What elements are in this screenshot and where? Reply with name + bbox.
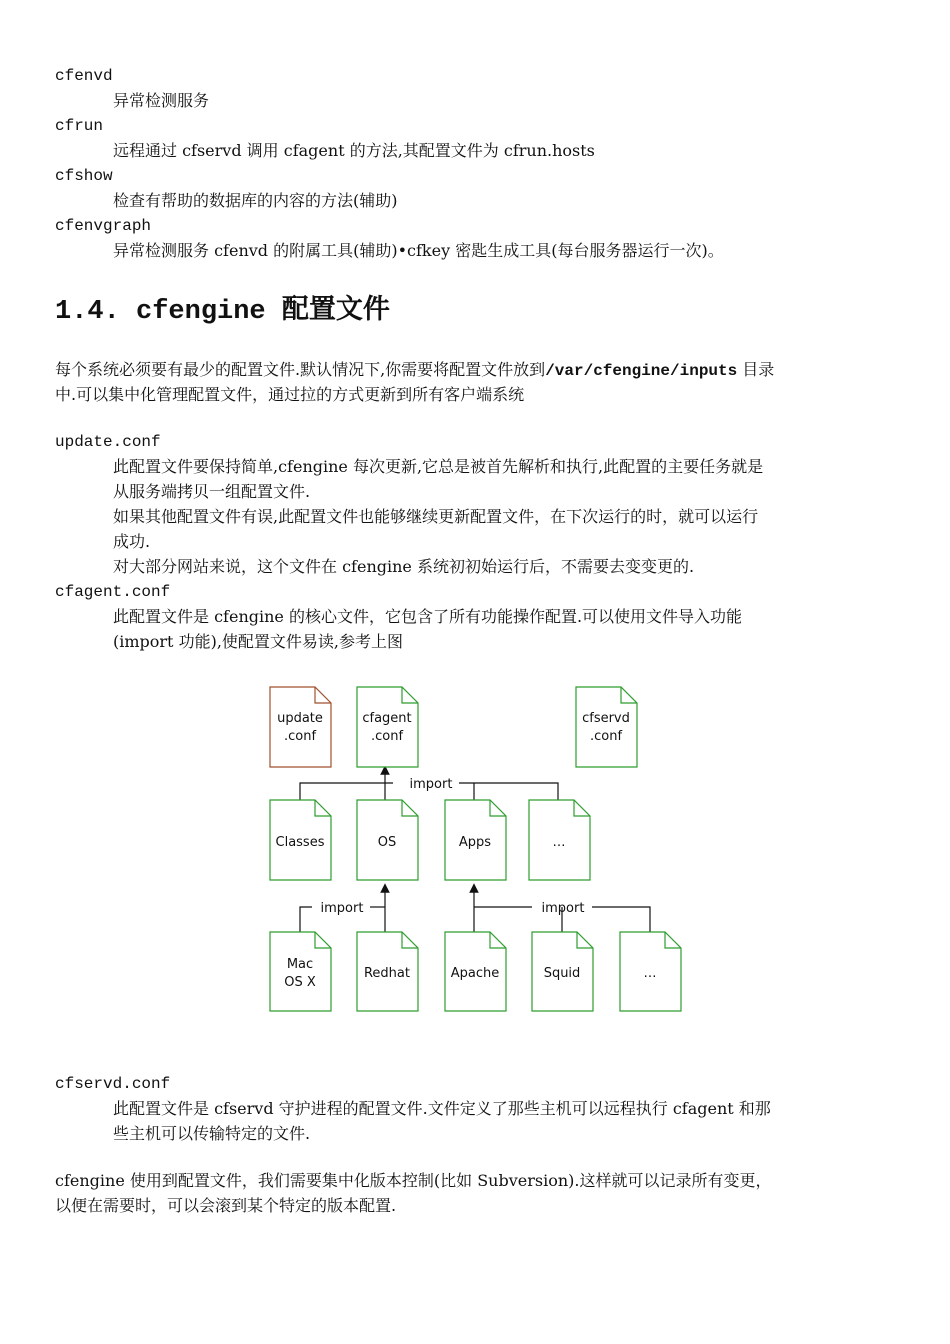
update-conf-desc-5: 对大部分网站来说，这个文件在 cfengine 系统初初始运行后，不需要去变变更的. — [113, 557, 695, 576]
cfservd-conf-desc-2: 些主机可以传输特定的文件. — [113, 1124, 311, 1143]
para1-text: 每个系统必须要有最少的配置文件.默认情况下,你需要将配置文件放到 — [55, 360, 546, 379]
file-cfagent-conf — [357, 687, 418, 767]
ellipsis-label-bottom: … — [643, 966, 657, 981]
file-squid — [532, 932, 593, 1011]
connector-macosx — [300, 907, 312, 932]
apache-label: Apache — [450, 966, 500, 981]
file-ellipsis-top — [529, 800, 590, 880]
desc-cfrun: 远程通过 cfservd 调用 cfagent 的方法,其配置文件为 cfrun.hosts — [113, 141, 595, 160]
update-label-2: .conf — [283, 729, 317, 744]
term-cfshow: cfshow — [55, 167, 113, 185]
inputs-path: /var/cfengine/inputs — [545, 362, 738, 380]
term-update-conf: update.conf — [55, 433, 161, 451]
update-conf-desc-3: 如果其他配置文件有误,此配置文件也能够继续更新配置文件，在下次运行的时，就可以运行 — [113, 507, 759, 526]
term-cfenvd: cfenvd — [55, 67, 113, 85]
file-apache — [445, 932, 506, 1011]
desc-cfenvgraph: 异常检测服务 cfenvd 的附属工具(辅助)•cfkey 密匙生成工具(每台服务器运行一次)。 — [113, 241, 724, 260]
term-cfenvgraph: cfenvgraph — [55, 217, 152, 235]
term-cfagent-conf: cfagent.conf — [55, 583, 171, 601]
connector-apps-bar-right — [592, 907, 650, 932]
file-cfservd-conf — [576, 687, 637, 767]
macosx-label-2: OS X — [284, 975, 316, 990]
os-label: OS — [377, 835, 397, 850]
connector-ellipsis — [458, 783, 558, 800]
import-label-top: import — [409, 777, 453, 792]
file-macosx — [270, 932, 331, 1011]
file-redhat — [357, 932, 418, 1011]
term-cfservd-conf: cfservd.conf — [55, 1075, 171, 1093]
classes-label: Classes — [275, 835, 325, 850]
connector-classes — [300, 783, 393, 800]
file-ellipsis-bottom — [620, 932, 681, 1011]
update-label-1: update — [277, 711, 323, 726]
apps-label: Apps — [458, 835, 492, 850]
section-heading: 1.4. cfengine 配置文件 — [55, 297, 390, 327]
import-label-os: import — [320, 901, 364, 916]
file-apps — [445, 800, 506, 880]
file-classes — [270, 800, 331, 880]
cfservd-label-1: cfservd — [582, 711, 630, 726]
macosx-label-1: Mac — [286, 957, 314, 972]
cfservd-conf-desc-1: 此配置文件是 cfservd 守护进程的配置文件.文件定义了那些主机可以远程执行 cfagent 和那 — [113, 1099, 771, 1118]
cfagent-label-2: .conf — [370, 729, 404, 744]
update-conf-desc-4: 成功. — [113, 532, 151, 551]
update-conf-desc-2: 从服务端拷贝一组配置文件. — [113, 482, 311, 501]
cfagent-label-1: cfagent — [362, 711, 412, 726]
para1-line2: 中.可以集中化管理配置文件，通过拉的方式更新到所有客户端系统 — [55, 385, 525, 404]
term-cfrun: cfrun — [55, 117, 104, 135]
cfagent-conf-desc-1: 此配置文件是 cfengine 的核心文件，它包含了所有功能操作配置.可以使用文件导入功能 — [113, 607, 743, 626]
update-conf-desc-1: 此配置文件要保持简单,cfengine 每次更新,它总是被首先解析和执行,此配置的主要任务就是 — [113, 457, 764, 476]
ellipsis-label-top: … — [552, 835, 566, 850]
import-label-apps: import — [541, 901, 585, 916]
para2-line2: 以便在需要时，可以会滚到某个特定的版本配置. — [55, 1196, 397, 1215]
para2-line1: cfengine 使用到配置文件，我们需要集中化版本控制(比如 Subversion).这样就可以记录所有变更， — [55, 1171, 772, 1190]
cfagent-conf-desc-2: (import 功能),使配置文件易读,参考上图 — [113, 632, 403, 651]
para1-tail: 目录 — [737, 360, 775, 379]
file-update-conf — [270, 687, 331, 767]
desc-cfenvd: 异常检测服务 — [113, 91, 210, 110]
file-os — [357, 800, 418, 880]
desc-cfshow: 检查有帮助的数据库的内容的方法(辅助) — [113, 191, 398, 210]
cfservd-label-2: .conf — [589, 729, 623, 744]
redhat-label: Redhat — [363, 966, 411, 981]
squid-label: Squid — [543, 966, 581, 981]
